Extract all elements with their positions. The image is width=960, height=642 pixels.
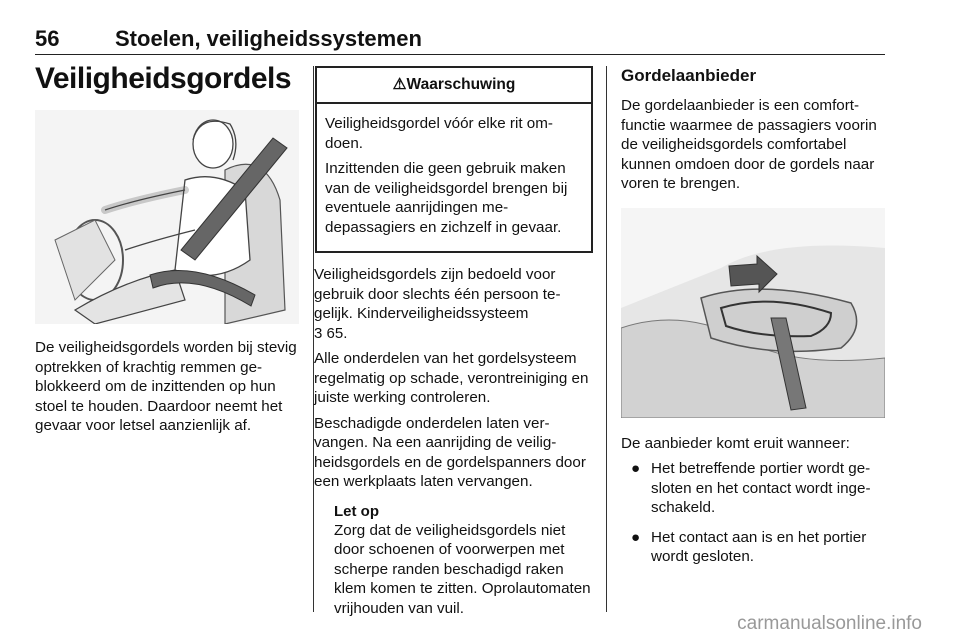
warning-triangle-icon: ⚠ bbox=[392, 76, 407, 93]
cross-reference: 3 65. bbox=[314, 324, 348, 342]
condition-list bbox=[621, 459, 887, 567]
warning-header bbox=[317, 68, 591, 104]
body-paragraph: De veiligheidsgordels worden bij stevig optrekken of krachtig remmen geblokkeerd om de inzittenden op hun stoel te houden. Daardoor neemt het gevaar voor letsel aanzienlijk af. bbox=[35, 339, 297, 434]
bullet-icon: ● bbox=[631, 528, 641, 546]
warning-paragraph: Inzittenden die geen gebruik maken van de veiligheidsgordel brengen bij eventuele aanrijdingen medepassagiers en zichzelf in gevaar. bbox=[325, 160, 568, 236]
chapter-title: Stoelen, veiligheidssystemen bbox=[115, 26, 422, 51]
body-paragraph: Beschadigde onderdelen laten vervangen. Na een aanrijding de veiligheidsgordels en de gordelspanners door een werkplaats laten vervangen. bbox=[314, 414, 586, 490]
bullet-icon: ● bbox=[631, 460, 641, 477]
warning-box bbox=[315, 66, 593, 253]
body-paragraph: Veiligheidsgordels zijn bedoeld voor gebruik door slechts één persoon tegelijk. Kinderveiligheidssysteem bbox=[314, 266, 561, 322]
body-text bbox=[314, 265, 592, 618]
page-header bbox=[35, 26, 885, 54]
column-divider bbox=[606, 66, 607, 612]
note-title: Let op bbox=[334, 502, 379, 520]
section-heading: Veiligheidsgordels bbox=[35, 62, 292, 95]
header-rule bbox=[35, 54, 885, 55]
note-text: Zorg dat de veiligheidsgordels niet door schoenen of voorwerpen met scherpe randen beschadigd raken klem komen te zitten. Oprolautomaten vrijhouden van vuil. bbox=[334, 521, 591, 617]
body-paragraph: Alle onderdelen van het gordelsysteem regelmatig op schade, verontreiniging en juiste werking controleren. bbox=[314, 350, 589, 406]
watermark: carmanualsonline.info bbox=[737, 613, 922, 634]
warning-paragraph: Veiligheidsgordel vóór elke rit omdoen. bbox=[325, 115, 553, 152]
list-item: ● Het contact aan is en het portier wordt gesloten. bbox=[631, 528, 867, 565]
page-number: 56 bbox=[35, 26, 60, 51]
body-paragraph: De aanbieder komt eruit wanneer: bbox=[621, 434, 850, 452]
seatbelt-illustration bbox=[35, 110, 299, 324]
warning-title: Waarschuwing bbox=[406, 76, 516, 93]
note-block bbox=[314, 502, 592, 619]
column-3 bbox=[621, 60, 887, 577]
section-heading: Gordelaanbieder bbox=[621, 66, 757, 85]
belt-presenter-illustration bbox=[621, 208, 885, 418]
body-paragraph: De gordelaanbieder is een comfortfunctie waarmee de passagiers voorin de veiligheidsgordels comfortabel kunnen omdoen door de gordels naar voren te brengen. bbox=[621, 97, 877, 192]
column-2 bbox=[314, 60, 592, 624]
warning-body bbox=[317, 104, 591, 251]
column-1 bbox=[35, 60, 301, 442]
list-item: ● Het betreffende portier wordt gesloten en het contact wordt ingeschakeld. bbox=[631, 460, 871, 516]
